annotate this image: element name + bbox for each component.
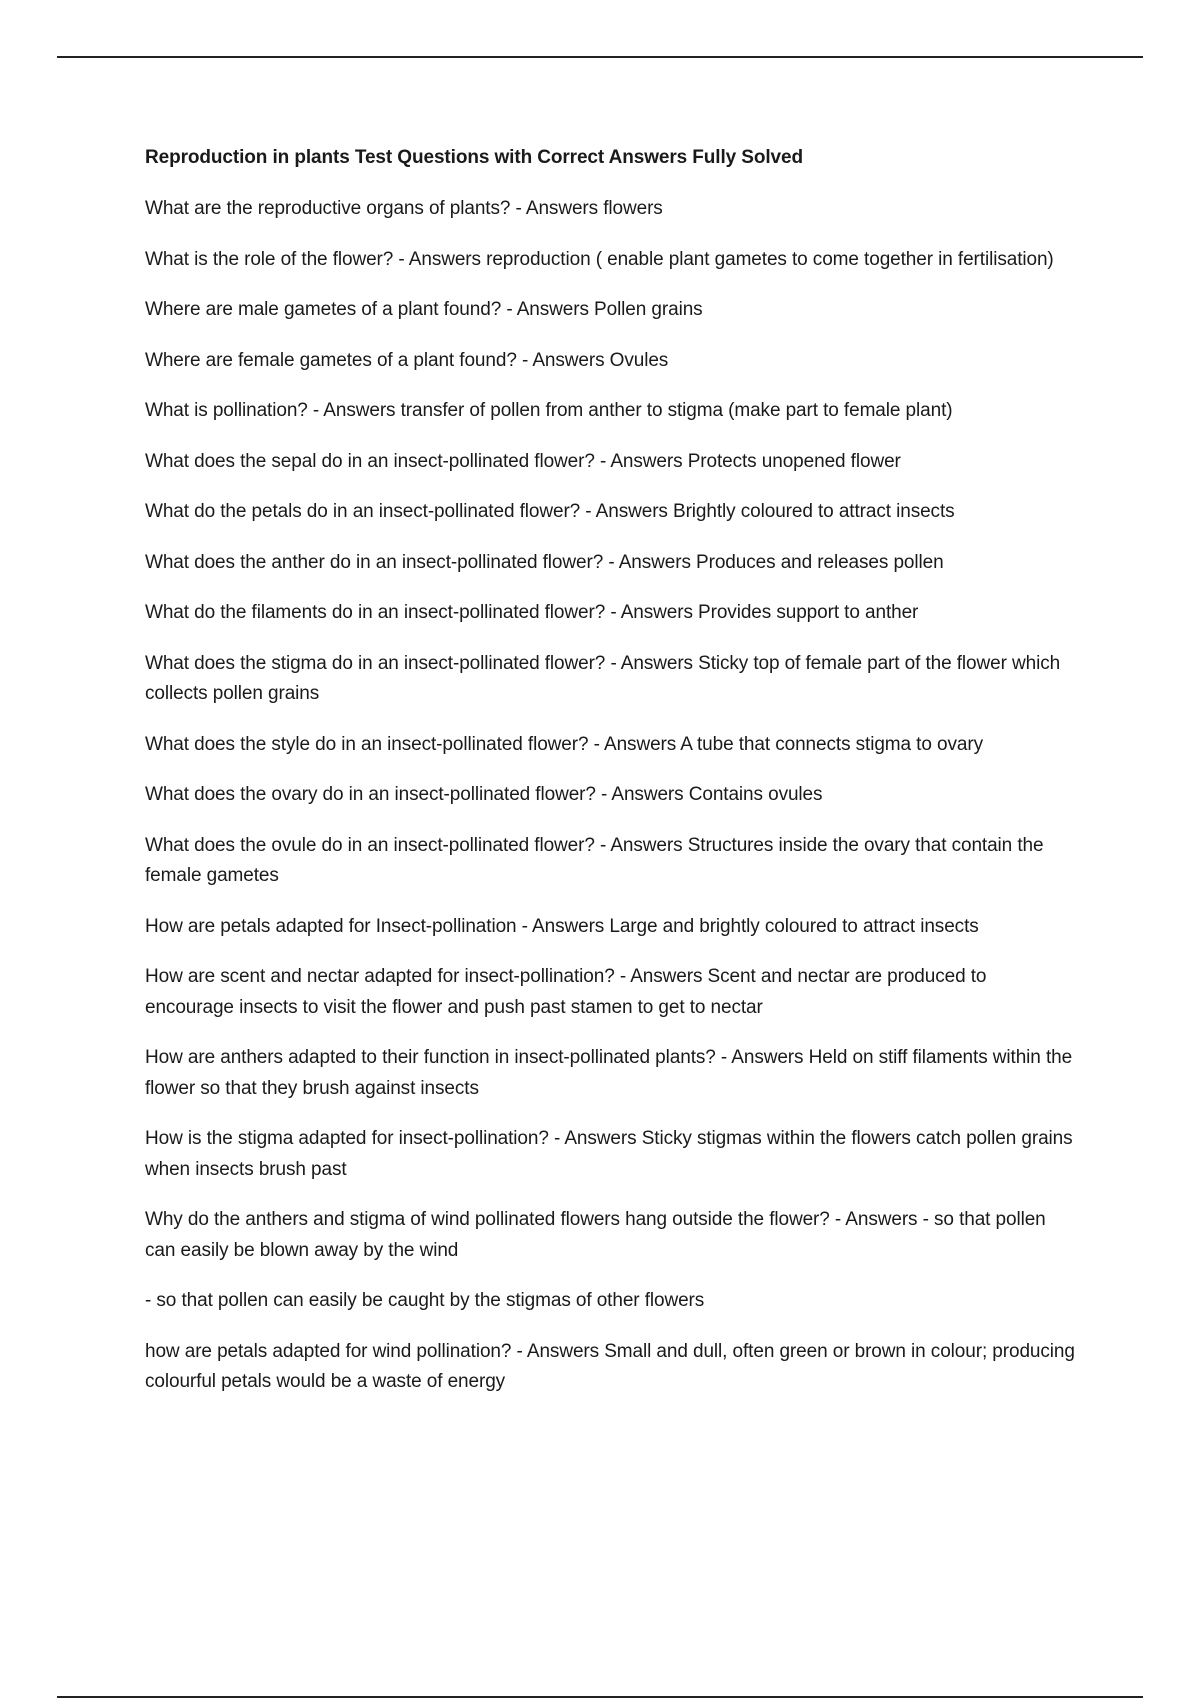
qa-item: What do the filaments do in an insect-pollinated flower? - Answers Provides support to anther xyxy=(145,602,919,623)
document-title: Reproduction in plants Test Questions with Correct Answers Fully Solved xyxy=(145,147,803,168)
bottom-divider xyxy=(57,1696,1143,1698)
qa-list xyxy=(145,194,1075,1398)
qa-item: Where are male gametes of a plant found? - Answers Pollen grains xyxy=(145,299,703,320)
qa-item: how are petals adapted for wind pollination? - Answers Small and dull, often green or brown in colour; producing colourful petals would be a waste of energy xyxy=(145,1340,1075,1392)
qa-item: What is pollination? - Answers transfer of pollen from anther to stigma (make part to female plant) xyxy=(145,400,953,421)
qa-item: Why do the anthers and stigma of wind pollinated flowers hang outside the flower? - Answers - so that pollen can easily be blown away by the wind xyxy=(145,1209,1046,1261)
qa-item: What is the role of the flower? - Answers reproduction ( enable plant gametes to come together in fertilisation) xyxy=(145,248,1054,270)
qa-item: What does the anther do in an insect-pollinated flower? - Answers Produces and releases pollen xyxy=(145,551,944,573)
qa-item: Where are female gametes of a plant found? - Answers Ovules xyxy=(145,349,669,371)
qa-item: What are the reproductive organs of plants? - Answers flowers xyxy=(145,198,663,219)
qa-item: What does the ovary do in an insect-pollinated flower? - Answers Contains ovules xyxy=(145,784,823,805)
qa-item: What do the petals do in an insect-pollinated flower? - Answers Brightly coloured to attract insects xyxy=(145,501,955,522)
qa-item: - so that pollen can easily be caught by the stigmas of other flowers xyxy=(145,1290,705,1311)
qa-item: What does the sepal do in an insect-pollinated flower? - Answers Protects unopened flower xyxy=(145,450,901,472)
qa-item: What does the stigma do in an insect-pollinated flower? - Answers Sticky top of female part of the flower which collects pollen grains xyxy=(145,652,1061,704)
document-body xyxy=(145,146,1075,1418)
qa-item: How is the stigma adapted for insect-pollination? - Answers Sticky stigmas within the flowers catch pollen grains when insects brush past xyxy=(145,1128,1073,1180)
top-divider xyxy=(57,56,1143,58)
qa-item: How are petals adapted for Insect-pollination - Answers Large and brightly coloured to attract insects xyxy=(145,915,979,937)
qa-item: What does the ovule do in an insect-pollinated flower? - Answers Structures inside the ovary that contain the female gametes xyxy=(145,834,1044,886)
qa-item: What does the style do in an insect-pollinated flower? - Answers A tube that connects stigma to ovary xyxy=(145,733,983,755)
qa-item: How are scent and nectar adapted for insect-pollination? - Answers Scent and nectar are produced to encourage insects to visit the flower and push past stamen to get to nectar xyxy=(145,966,987,1018)
qa-item: How are anthers adapted to their function in insect-pollinated plants? - Answers Held on stiff filaments within the flower so that they brush against insects xyxy=(145,1047,1073,1099)
